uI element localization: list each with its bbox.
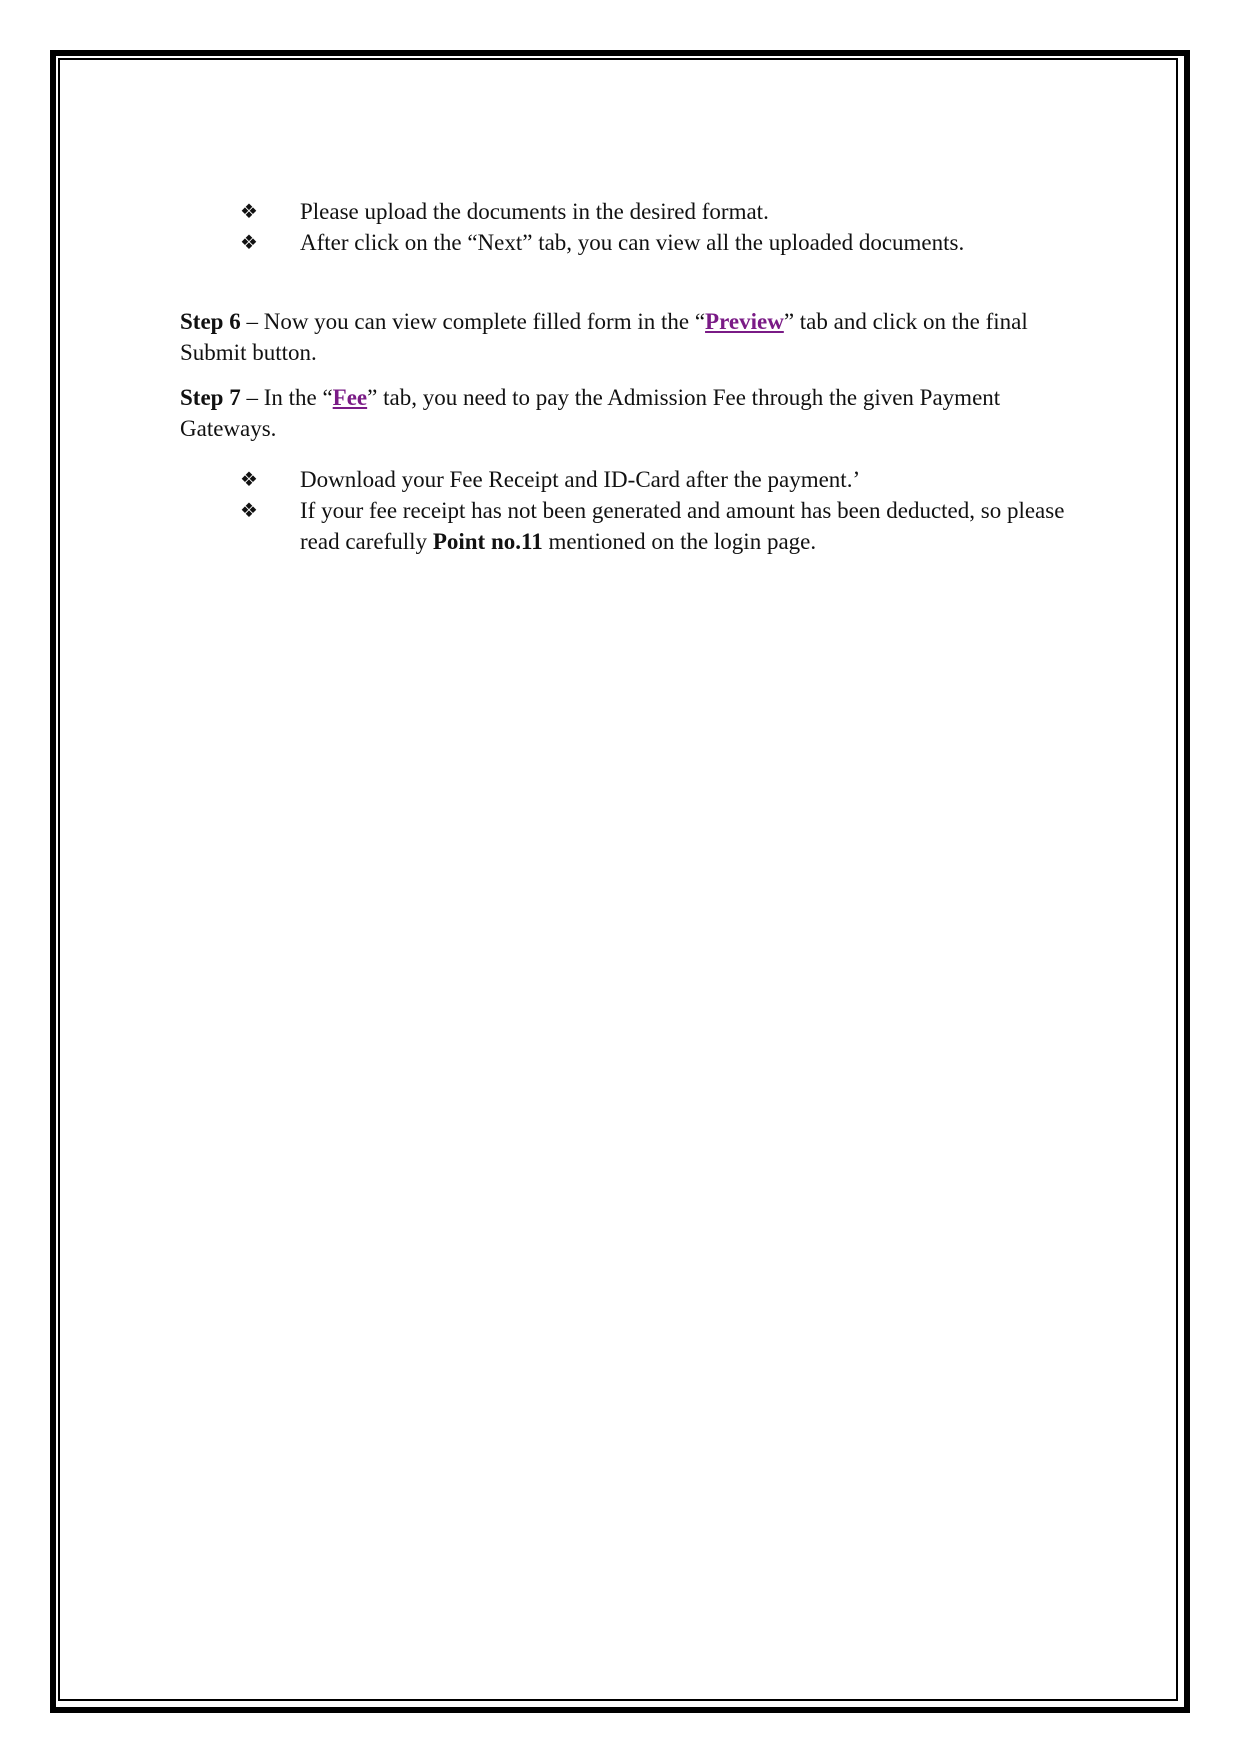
list-item (180, 495, 1080, 557)
step-7-text-after: ” tab, you need to pay the Admission Fee through the given Payment Gateways. (180, 385, 1001, 441)
document-content (180, 196, 1080, 557)
diamond-bullet-icon: ❖ (240, 230, 258, 254)
preview-tab-link[interactable]: Preview (705, 309, 784, 334)
step-6-paragraph (180, 306, 1080, 368)
step-6-label: Step 6 (180, 309, 241, 334)
step-7-text-before: – In the “ (240, 385, 333, 410)
diamond-bullet-icon: ❖ (240, 498, 258, 522)
fee-instructions-list (180, 464, 1080, 557)
fee-tab-link[interactable]: Fee (332, 385, 368, 410)
step-7-label: Step 7 (180, 385, 241, 410)
diamond-bullet-icon: ❖ (240, 467, 258, 491)
step-6-text-before: – Now you can view complete filled form in the “ (240, 309, 706, 334)
list-item (180, 464, 1080, 495)
point-no-11-emphasis: Point no.11 (432, 529, 543, 554)
list-item-text: Please upload the documents in the desired format. (300, 199, 769, 224)
step-7-paragraph (180, 382, 1080, 444)
upload-instructions-list (180, 196, 1080, 258)
step-6-text-after: ” tab and click on the final Submit button. (180, 309, 1028, 365)
list-item-text (300, 498, 1064, 554)
list-item-text: Download your Fee Receipt and ID-Card after the payment.’ (300, 467, 861, 492)
list-item-text-before: If your fee receipt has not been generated and amount has been deducted, so please read carefully (300, 498, 1065, 554)
diamond-bullet-icon: ❖ (240, 199, 258, 223)
list-item (180, 196, 1080, 227)
list-item-text-after: mentioned on the login page. (542, 529, 817, 554)
list-item-text: After click on the “Next” tab, you can view all the uploaded documents. (300, 230, 965, 255)
list-item (180, 227, 1080, 258)
